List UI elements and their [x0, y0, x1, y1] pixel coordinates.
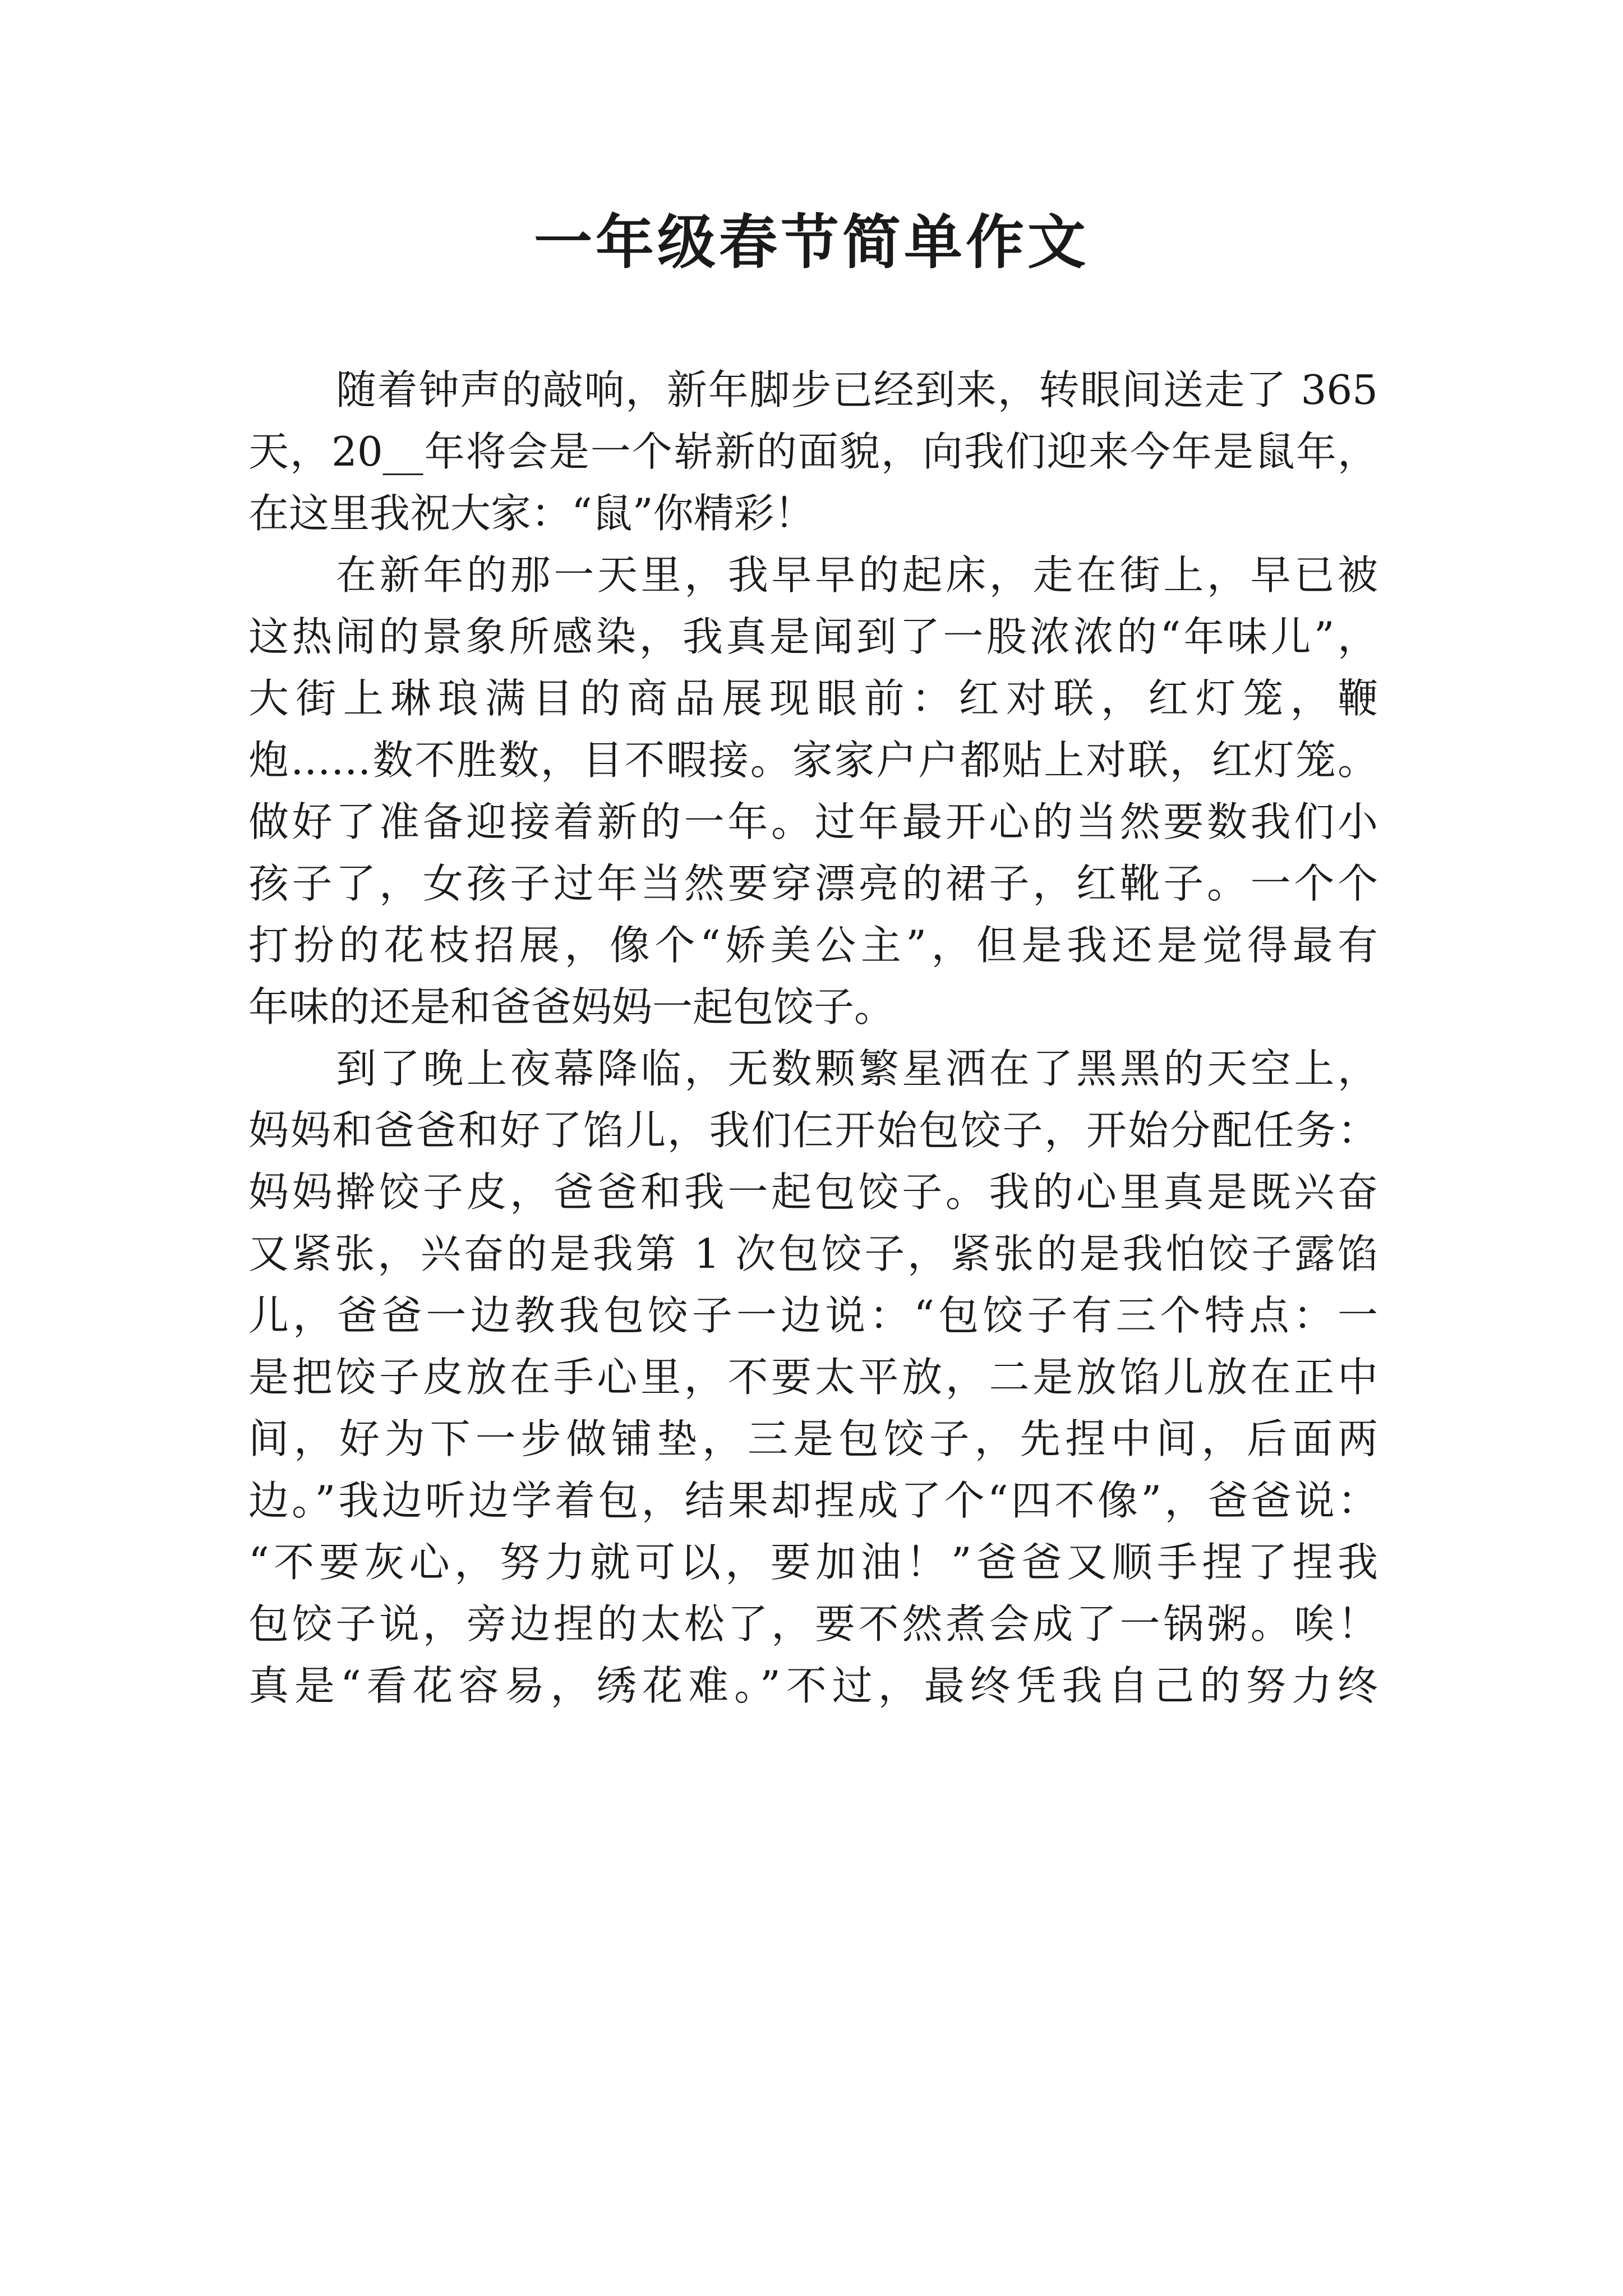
- paragraph-line: 边。”我边听边学着包，结果却捏成了个“四不像”，爸爸说：: [248, 1477, 1378, 1524]
- paragraph-line: “不要灰心，努力就可以，要加油！”爸爸又顺手捏了捏我: [248, 1539, 1378, 1586]
- paragraph-line: 又紧张，兴奋的是我第 1 次包饺子，紧张的是我怕饺子露馅: [248, 1230, 1378, 1277]
- paragraph-line: 炮……数不胜数，目不暇接。家家户户都贴上对联，红灯笼。: [248, 737, 1378, 784]
- paragraph-line: 儿，爸爸一边教我包饺子一边说：“包饺子有三个特点：一: [248, 1292, 1378, 1339]
- paragraph-line: 是把饺子皮放在手心里，不要太平放，二是放馅儿放在正中: [248, 1354, 1378, 1401]
- paragraph-line: 这热闹的景象所感染，我真是闻到了一股浓浓的“年味儿”，: [248, 613, 1378, 660]
- paragraph-line: 孩子了，女孩子过年当然要穿漂亮的裙子，红靴子。一个个: [248, 860, 1378, 907]
- paragraph-line: 妈妈擀饺子皮，爸爸和我一起包饺子。我的心里真是既兴奋: [248, 1168, 1378, 1216]
- paragraph-line: 真是“看花容易，绣花难。”不过，最终凭我自己的努力终: [248, 1662, 1378, 1709]
- paragraph-line: 随着钟声的敲响，新年脚步已经到来，转眼间送走了 365: [336, 366, 1378, 413]
- paragraph-line: 大街上琳琅满目的商品展现眼前：红对联，红灯笼，鞭: [248, 675, 1378, 722]
- paragraph-line: 到了晚上夜幕降临，无数颗繁星洒在了黑黑的天空上，: [336, 1045, 1378, 1092]
- paragraph-line: 在这里我祝大家：“鼠”你精彩！: [248, 490, 815, 537]
- document-title: 一年级春节简单作文: [533, 208, 1089, 277]
- paragraph-line: 在新年的那一天里，我早早的起床，走在街上，早已被: [336, 551, 1378, 599]
- paragraph-line: 天，20__年将会是一个崭新的面貌，向我们迎来今年是鼠年，: [248, 428, 1378, 475]
- paragraph-line: 间，好为下一步做铺垫，三是包饺子，先捏中间，后面两: [248, 1415, 1378, 1462]
- paragraph-line: 年味的还是和爸爸妈妈一起包饺子。: [248, 983, 895, 1030]
- paragraph-line: 包饺子说，旁边捏的太松了，要不然煮会成了一锅粥。唉！: [248, 1600, 1378, 1648]
- paragraph-line: 妈妈和爸爸和好了馅儿，我们仨开始包饺子，开始分配任务：: [248, 1107, 1378, 1154]
- paragraph-line: 打扮的花枝招展，像个“娇美公主”，但是我还是觉得最有: [248, 922, 1378, 969]
- paragraph-line: 做好了准备迎接着新的一年。过年最开心的当然要数我们小: [248, 798, 1378, 845]
